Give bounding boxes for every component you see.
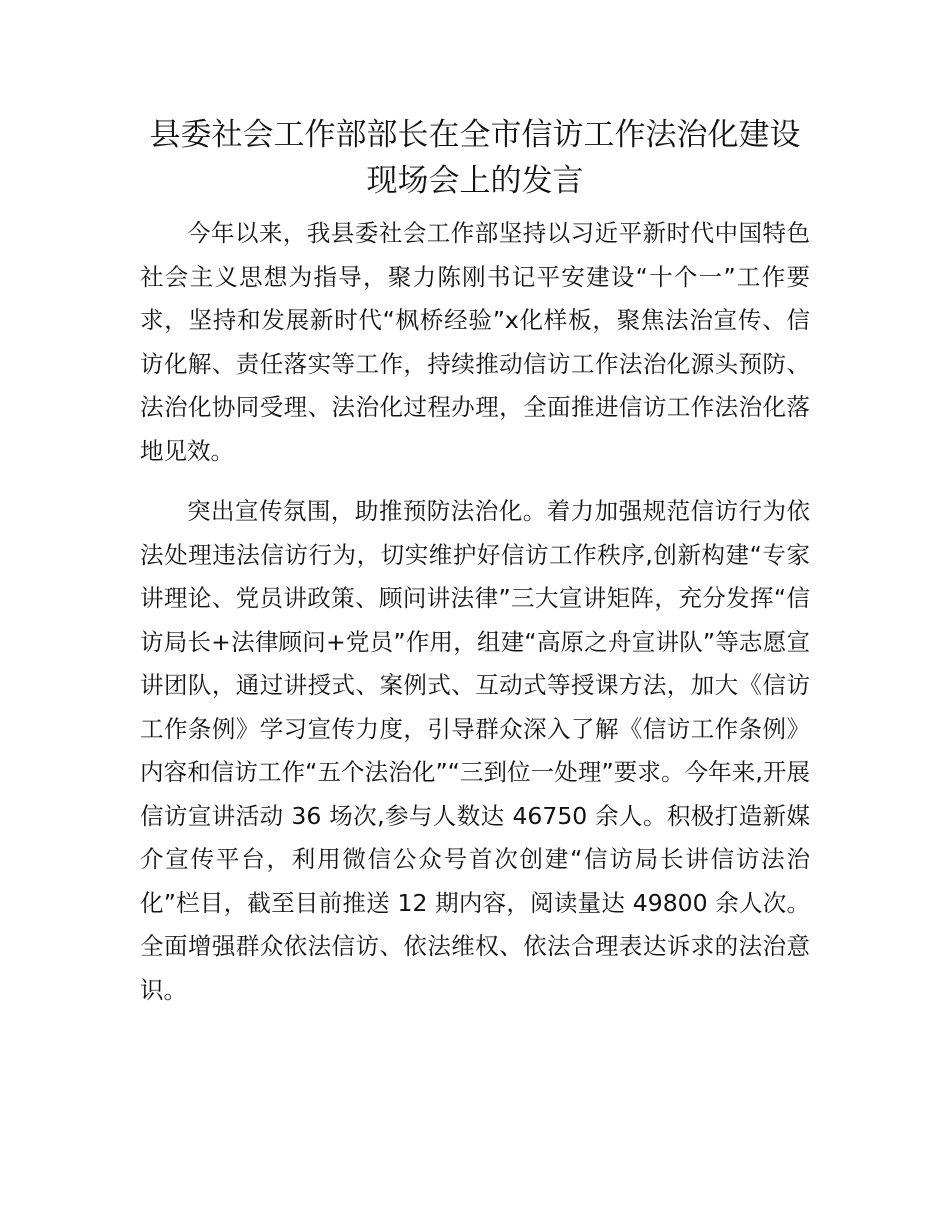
body-paragraph: 今年以来，我县委社会工作部坚持以习近平新时代中国特色社会主义思想为指导，聚力陈刚书记平安建设“十个一”工作要求，坚持和发展新时代“枫桥经验”x化样板，聚焦法治宣传、信访化解、责任落实等工作，持续推动信访工作法治化源头预防、法治化协同受理、法治化过程办理，全面推进信访工作法治化落地见效。	[140, 219, 810, 465]
document-title: 县委社会工作部部长在全市信访工作法治化建设现场会上的发言	[149, 117, 801, 199]
body-paragraph: 突出宣传氛围，助推预防法治化。着力加强规范信访行为依法处理违法信访行为，切实维护好信访工作秩序,创新构建“专家讲理论、党员讲政策、顾问讲法律”三大宣讲矩阵，充分发挥“信访局长+法律顾问+党员”作用，组建“高原之舟宣讲队”等志愿宣讲团队，通过讲授式、案例式、互动式等授课方法，加大《信访工作条例》学习宣传力度，引导群众深入了解《信访工作条例》内容和信访工作“五个法治化”“三到位一处理”要求。今年来,开展信访宣讲活动 36 场次,参与人数达 46750 余人。积极打造新媒介宣传平台，利用微信公众号首次创建“信访局长讲信访法治化”栏目，截至目前推送 12 期内容，阅读量达 49800 余人次。全面增强群众依法信访、依法维权、依法合理表达诉求的法治意识。	[140, 497, 810, 1004]
document-body	[140, 212, 810, 1029]
